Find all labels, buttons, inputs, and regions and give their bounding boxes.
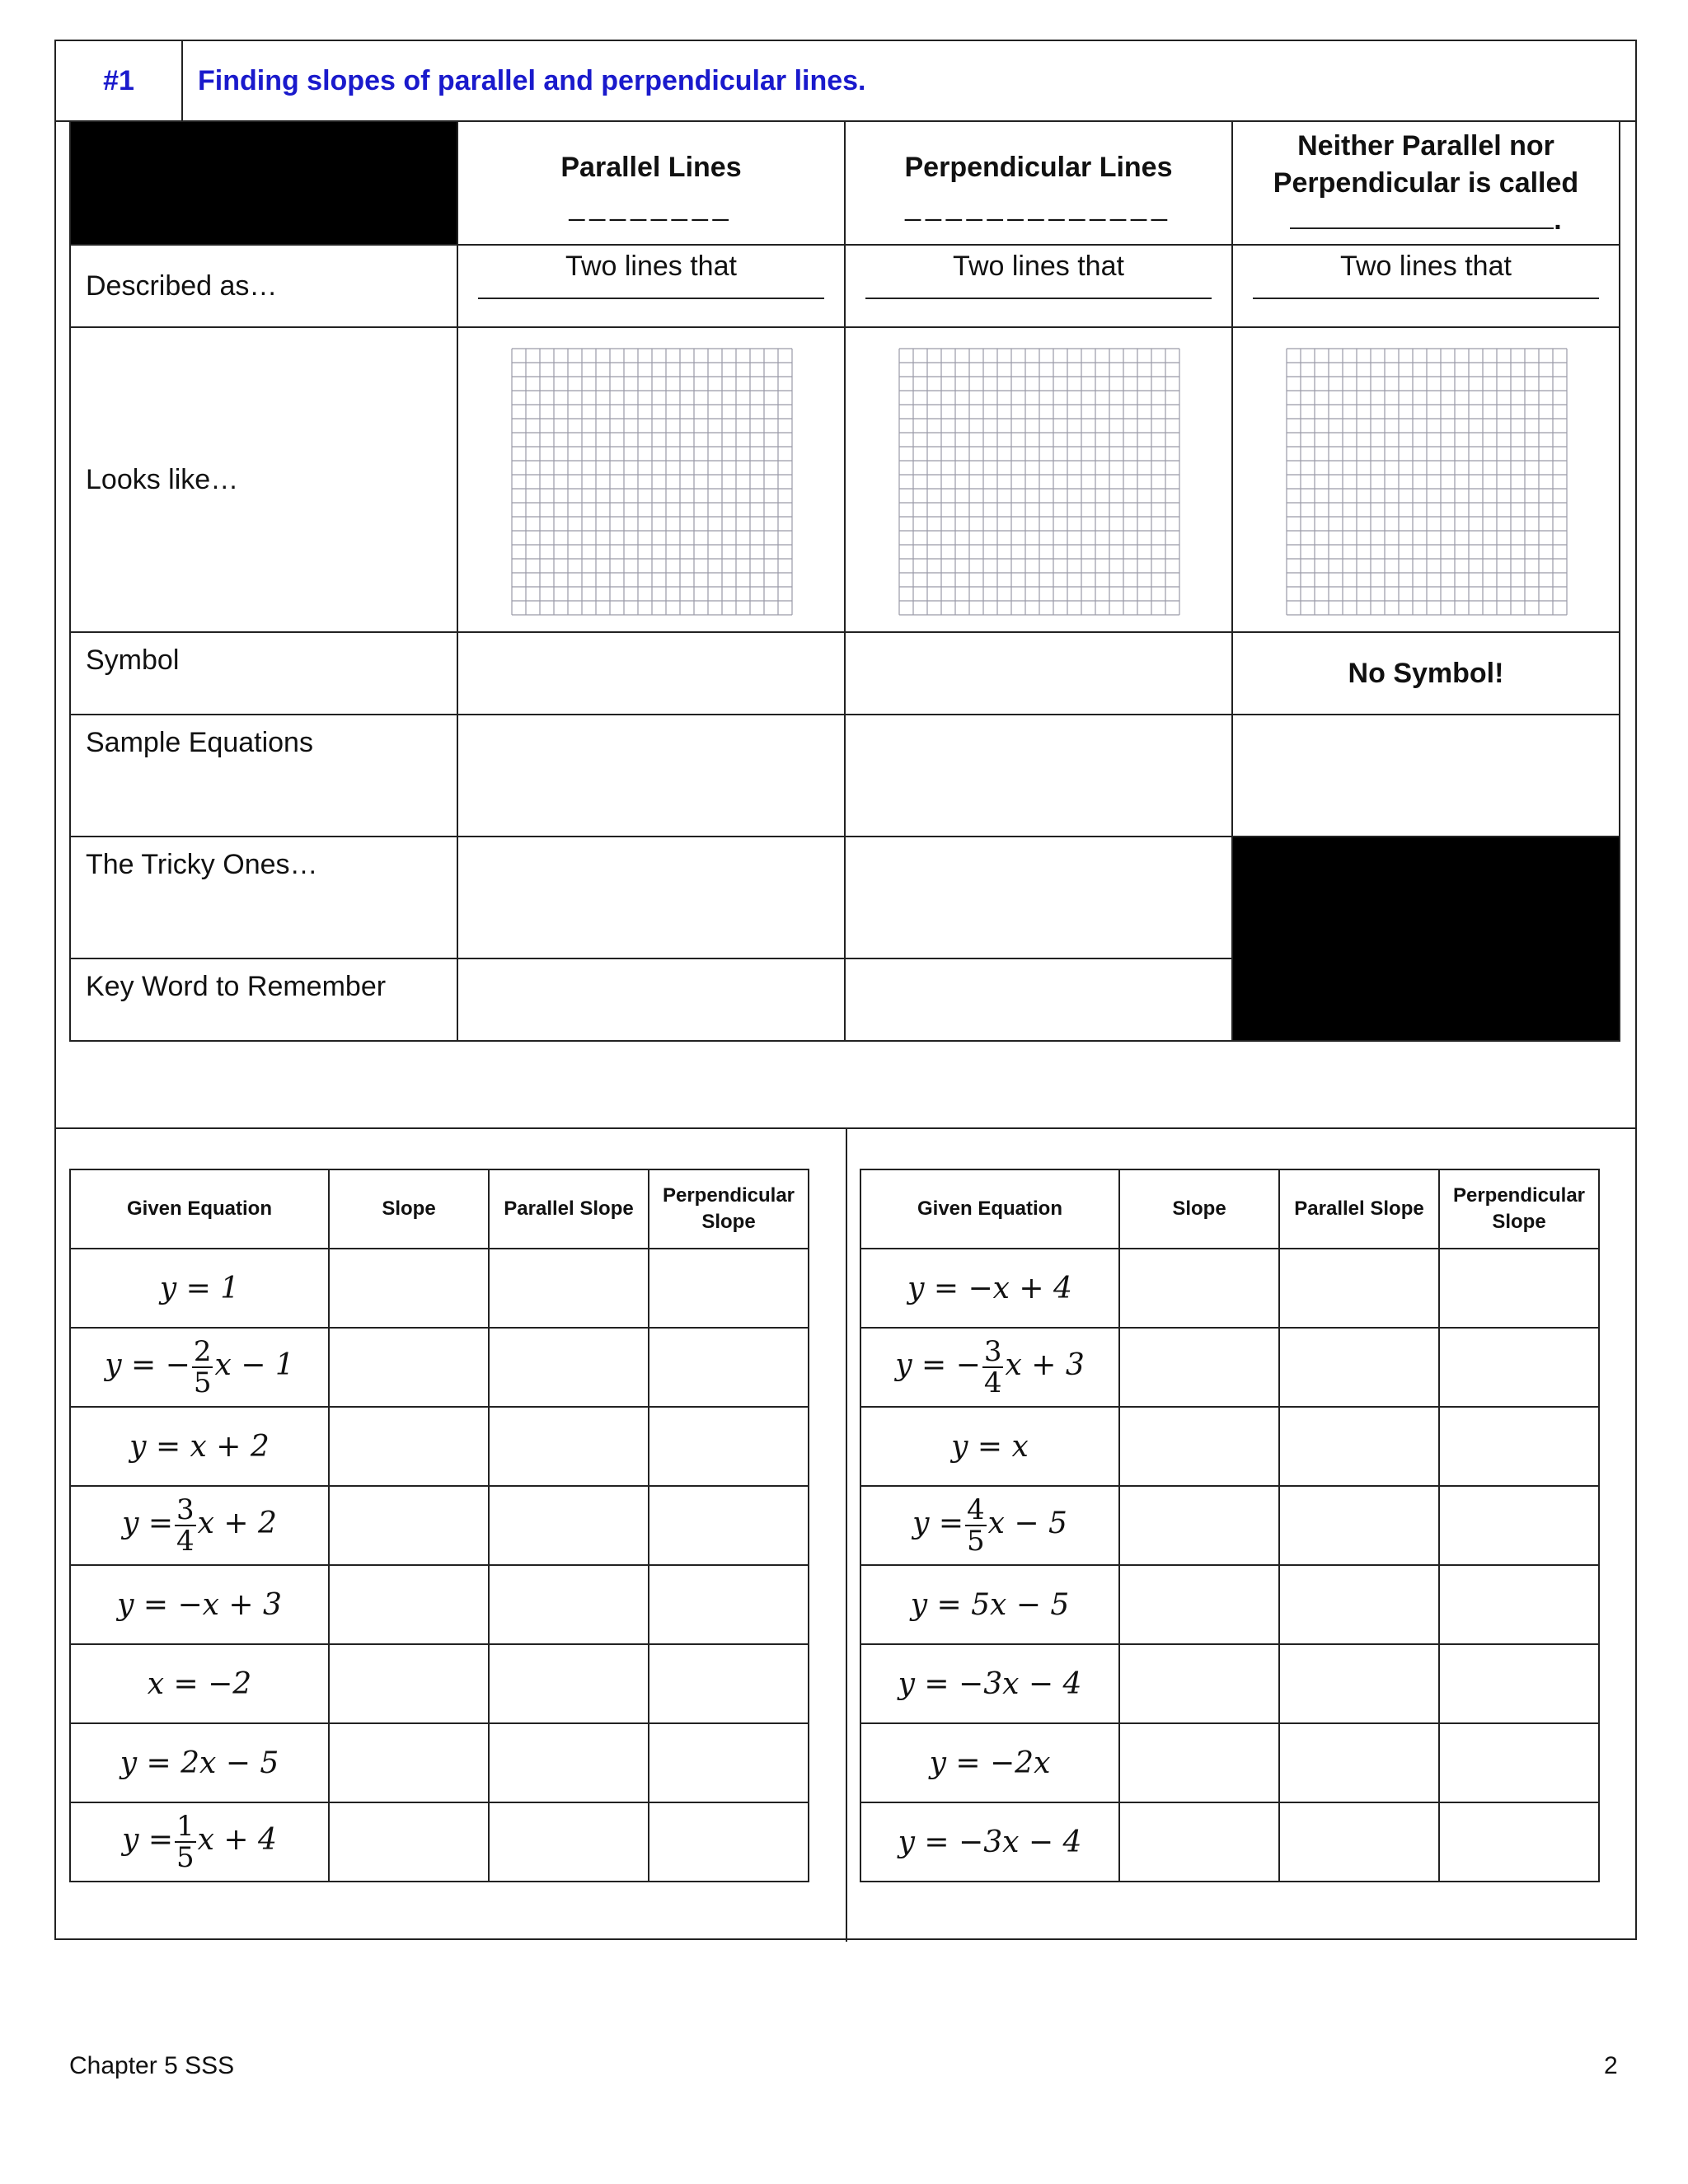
graph-neither[interactable]	[1232, 327, 1620, 632]
parallel-slope-cell[interactable]	[489, 1565, 649, 1644]
parallel-slope-cell[interactable]	[489, 1802, 649, 1882]
slope-cell[interactable]	[329, 1723, 489, 1802]
table-row	[70, 1723, 809, 1802]
row-label-described: Described as…	[70, 245, 457, 327]
perpendicular-slope-cell[interactable]	[1439, 1328, 1599, 1407]
given-equation: y = −x + 3	[70, 1565, 329, 1644]
perpendicular-slope-cell[interactable]	[1439, 1486, 1599, 1565]
numerator: 4	[967, 1493, 985, 1526]
table-row	[860, 1249, 1599, 1328]
symbol-parallel-cell[interactable]	[457, 632, 845, 715]
given-equation	[70, 1802, 329, 1882]
table-row	[860, 1486, 1599, 1565]
slope-cell[interactable]	[1119, 1249, 1279, 1328]
perpendicular-slope-cell[interactable]	[1439, 1249, 1599, 1328]
parallel-slope-cell[interactable]	[489, 1407, 649, 1486]
samples-parallel-cell[interactable]	[457, 715, 845, 837]
tricky-perpendicular-cell[interactable]	[845, 837, 1232, 958]
header-parallel-slope: Parallel Slope	[1279, 1169, 1439, 1249]
eq-lhs: y = −	[895, 1348, 981, 1382]
eq-rhs: x + 4	[197, 1823, 277, 1857]
table-row	[70, 1802, 809, 1882]
numerator: 3	[176, 1493, 195, 1526]
col-perpendicular	[845, 121, 1232, 245]
slope-cell[interactable]	[1119, 1802, 1279, 1882]
slope-cell[interactable]	[1119, 1565, 1279, 1644]
col-parallel	[457, 121, 845, 245]
parallel-slope-cell[interactable]	[489, 1249, 649, 1328]
parallel-slope-cell[interactable]	[489, 1486, 649, 1565]
table-row	[70, 1565, 809, 1644]
given-equation: y = −3x − 4	[860, 1802, 1119, 1882]
eq-rhs: x − 5	[987, 1507, 1067, 1540]
perpendicular-slope-cell[interactable]	[1439, 1407, 1599, 1486]
page-number: 2	[1604, 2052, 1618, 2079]
samples-neither-cell[interactable]	[1232, 715, 1620, 837]
parallel-slope-cell[interactable]	[1279, 1723, 1439, 1802]
slope-cell[interactable]	[329, 1802, 489, 1882]
table-row	[860, 1802, 1599, 1882]
fraction	[965, 1495, 987, 1556]
concept-table	[69, 120, 1620, 1042]
keyword-perpendicular-cell[interactable]	[845, 958, 1232, 1041]
table-row	[70, 1644, 809, 1723]
eq-rhs: x + 2	[197, 1507, 277, 1540]
neither-blank[interactable]	[1290, 199, 1554, 229]
slope-cell[interactable]	[1119, 1723, 1279, 1802]
slope-cell[interactable]	[1119, 1407, 1279, 1486]
denominator: 5	[176, 1841, 195, 1874]
header-given-equation: Given Equation	[860, 1169, 1119, 1249]
header-slope: Slope	[329, 1169, 489, 1249]
given-equation: y = x	[860, 1407, 1119, 1486]
parallel-blank[interactable]: ________	[569, 190, 734, 222]
header-perpendicular-slope: Perpendicular Slope	[1439, 1169, 1599, 1249]
described-neither	[1232, 245, 1620, 327]
header-slope: Slope	[1119, 1169, 1279, 1249]
perpendicular-slope-cell[interactable]	[649, 1565, 809, 1644]
samples-perpendicular-cell[interactable]	[845, 715, 1232, 837]
slope-cell[interactable]	[329, 1328, 489, 1407]
described-perpendicular	[845, 245, 1232, 327]
given-equation	[860, 1328, 1119, 1407]
eq-lhs: y =	[122, 1823, 174, 1857]
parallel-slope-cell[interactable]	[1279, 1644, 1439, 1723]
table-row	[70, 1328, 809, 1407]
row-label-samples: Sample Equations	[70, 715, 457, 837]
eq-rhs: x + 3	[1005, 1348, 1085, 1382]
numerator: 2	[193, 1335, 212, 1368]
graph-grid[interactable]	[511, 348, 795, 616]
graph-parallel[interactable]	[457, 327, 845, 632]
given-equation: y = 1	[70, 1249, 329, 1328]
neither-period: .	[1554, 204, 1562, 236]
perpendicular-blank[interactable]: _____________	[905, 190, 1172, 222]
given-equation: y = −2x	[860, 1723, 1119, 1802]
perpendicular-slope-cell[interactable]	[1439, 1565, 1599, 1644]
parallel-slope-cell[interactable]	[1279, 1249, 1439, 1328]
slope-cell[interactable]	[1119, 1328, 1279, 1407]
given-equation: y = −x + 4	[860, 1249, 1119, 1328]
given-equation: y = x + 2	[70, 1407, 329, 1486]
table-row	[860, 1723, 1599, 1802]
row-label-tricky: The Tricky Ones…	[70, 837, 457, 958]
perpendicular-slope-cell[interactable]	[649, 1328, 809, 1407]
given-equation: y = −3x − 4	[860, 1644, 1119, 1723]
table-row	[70, 1486, 809, 1565]
header-parallel-slope: Parallel Slope	[489, 1169, 649, 1249]
symbol-neither-cell: No Symbol!	[1232, 632, 1620, 715]
perpendicular-slope-cell[interactable]	[1439, 1644, 1599, 1723]
given-equation: y = 2x − 5	[70, 1723, 329, 1802]
parallel-slope-cell[interactable]	[1279, 1407, 1439, 1486]
parallel-slope-cell[interactable]	[1279, 1486, 1439, 1565]
perpendicular-slope-cell[interactable]	[649, 1723, 809, 1802]
footer-chapter: Chapter 5 SSS	[69, 2052, 235, 2079]
answer-line[interactable]	[478, 298, 824, 299]
perpendicular-slope-cell[interactable]	[649, 1486, 809, 1565]
col-neither-title-2: Perpendicular is called	[1273, 166, 1579, 199]
slope-table-right	[860, 1169, 1600, 1882]
symbol-perpendicular-cell[interactable]	[845, 632, 1232, 715]
given-equation	[70, 1328, 329, 1407]
table-row	[860, 1407, 1599, 1486]
numerator: 1	[176, 1810, 195, 1843]
graph-perpendicular[interactable]	[845, 327, 1232, 632]
parallel-slope-cell[interactable]	[1279, 1802, 1439, 1882]
row-label-symbol: Symbol	[70, 632, 457, 715]
slope-cell[interactable]	[329, 1407, 489, 1486]
described-parallel	[457, 245, 845, 327]
eq-rhs: x − 1	[214, 1348, 294, 1382]
table-row	[860, 1328, 1599, 1407]
denominator: 4	[983, 1366, 1002, 1399]
perpendicular-slope-cell[interactable]	[649, 1802, 809, 1882]
header-perpendicular-slope: Perpendicular Slope	[649, 1169, 809, 1249]
col-neither	[1232, 121, 1620, 245]
given-equation	[70, 1486, 329, 1565]
denominator: 4	[176, 1525, 195, 1558]
perpendicular-slope-cell[interactable]	[649, 1644, 809, 1723]
col-perpendicular-title: Perpendicular Lines	[904, 152, 1173, 183]
slope-cell[interactable]	[329, 1249, 489, 1328]
slope-cell[interactable]	[329, 1644, 489, 1723]
fraction	[175, 1811, 196, 1872]
answer-line[interactable]	[1253, 298, 1599, 299]
slope-cell[interactable]	[329, 1565, 489, 1644]
slope-table-left	[69, 1169, 809, 1882]
graph-grid[interactable]	[898, 348, 1182, 616]
tables-divider	[846, 1127, 847, 1942]
header-divider	[181, 41, 183, 120]
header-given-equation: Given Equation	[70, 1169, 329, 1249]
fraction	[192, 1337, 213, 1398]
row-label-looks: Looks like…	[70, 327, 457, 632]
eq-lhs: y =	[122, 1507, 174, 1540]
two-lines-text: Two lines that	[1340, 251, 1512, 282]
parallel-slope-cell[interactable]	[489, 1723, 649, 1802]
problem-title: Finding slopes of parallel and perpendicular lines.	[198, 64, 866, 96]
eq-lhs: y =	[912, 1507, 964, 1540]
slope-cell[interactable]	[329, 1486, 489, 1565]
eq-lhs: y = −	[105, 1348, 190, 1382]
fraction	[175, 1495, 196, 1556]
keyword-parallel-cell[interactable]	[457, 958, 845, 1041]
denominator: 5	[193, 1366, 212, 1399]
problem-number: #1	[103, 64, 134, 96]
tricky-parallel-cell[interactable]	[457, 837, 845, 958]
fraction	[982, 1337, 1004, 1398]
table-row	[70, 1249, 809, 1328]
perpendicular-slope-cell[interactable]	[1439, 1723, 1599, 1802]
denominator: 5	[967, 1525, 985, 1558]
table-row	[70, 1407, 809, 1486]
parallel-slope-cell[interactable]	[1279, 1328, 1439, 1407]
numerator: 3	[983, 1335, 1002, 1368]
given-equation: x = −2	[70, 1644, 329, 1723]
table-row	[860, 1644, 1599, 1723]
blacked-out-cell	[1232, 837, 1620, 1041]
perpendicular-slope-cell[interactable]	[649, 1407, 809, 1486]
slope-cell[interactable]	[1119, 1644, 1279, 1723]
col-parallel-title: Parallel Lines	[560, 152, 742, 183]
parallel-slope-cell[interactable]	[1279, 1565, 1439, 1644]
col-neither-title-1: Neither Parallel nor	[1297, 129, 1554, 162]
two-lines-text: Two lines that	[953, 251, 1124, 282]
answer-line[interactable]	[865, 298, 1212, 299]
given-equation: y = 5x − 5	[860, 1565, 1119, 1644]
parallel-slope-cell[interactable]	[489, 1328, 649, 1407]
table-row	[860, 1565, 1599, 1644]
two-lines-text: Two lines that	[565, 251, 737, 282]
perpendicular-slope-cell[interactable]	[649, 1249, 809, 1328]
blacked-out-cell	[70, 121, 457, 245]
perpendicular-slope-cell[interactable]	[1439, 1802, 1599, 1882]
given-equation	[860, 1486, 1119, 1565]
parallel-slope-cell[interactable]	[489, 1644, 649, 1723]
graph-grid[interactable]	[1286, 348, 1569, 616]
row-label-keyword: Key Word to Remember	[70, 958, 457, 1041]
slope-cell[interactable]	[1119, 1486, 1279, 1565]
